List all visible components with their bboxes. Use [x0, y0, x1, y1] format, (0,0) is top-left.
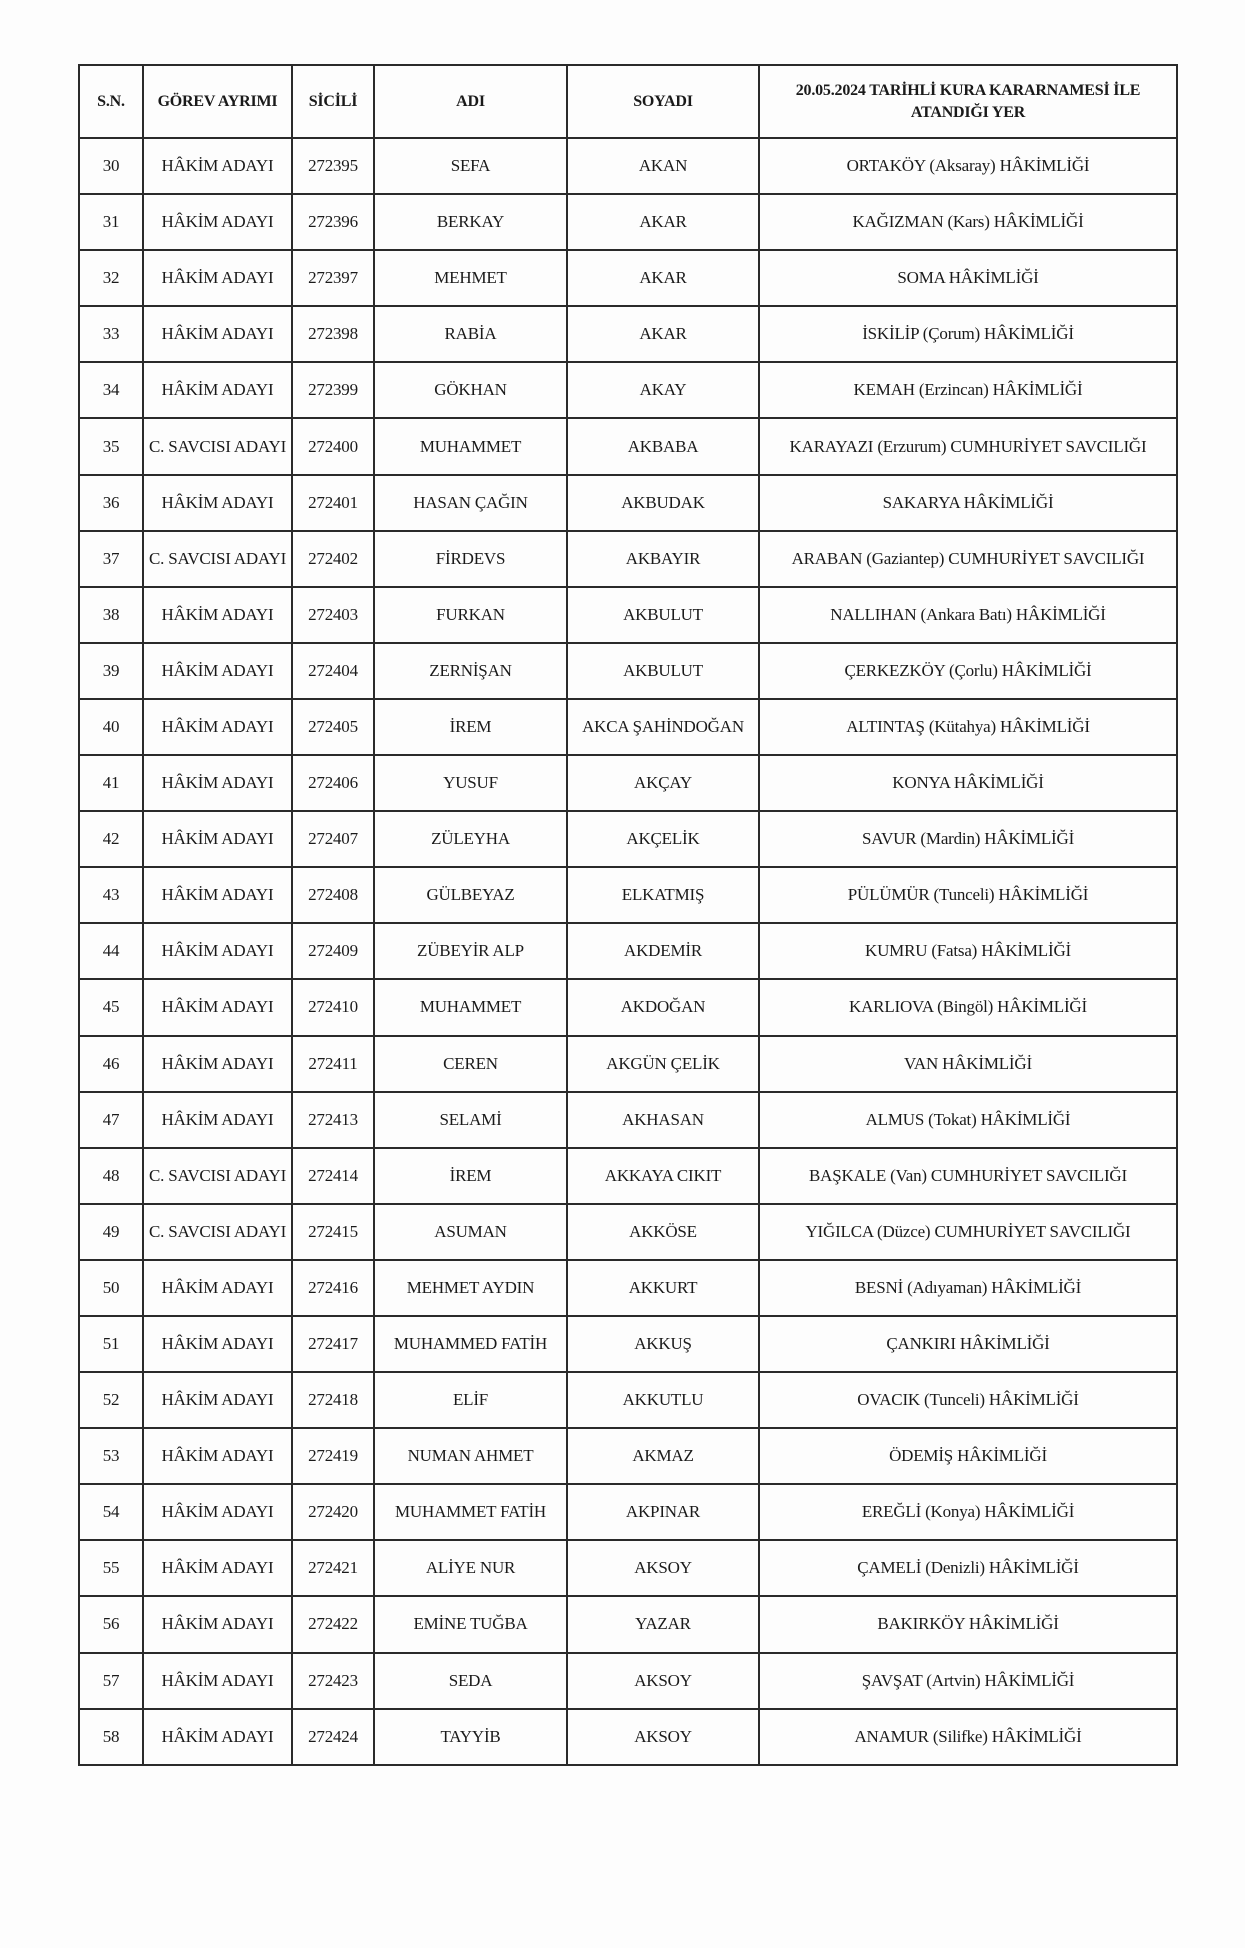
cell-sicil: 272406	[292, 755, 374, 811]
header-adi: ADI	[374, 65, 567, 138]
table-row	[79, 1316, 1177, 1372]
cell-gorev: HÂKİM ADAYI	[143, 979, 292, 1035]
cell-soyadi: YAZAR	[567, 1596, 759, 1652]
cell-sicil: 272413	[292, 1092, 374, 1148]
cell-sicil: 272404	[292, 643, 374, 699]
cell-sn: 46	[79, 1036, 143, 1092]
table-row	[79, 138, 1177, 194]
cell-adi: TAYYİB	[374, 1709, 567, 1765]
cell-sicil: 272401	[292, 475, 374, 531]
cell-sicil: 272417	[292, 1316, 374, 1372]
table-row	[79, 643, 1177, 699]
cell-soyadi: AKÇELİK	[567, 811, 759, 867]
cell-sicil: 272415	[292, 1204, 374, 1260]
cell-sicil: 272396	[292, 194, 374, 250]
cell-sicil: 272418	[292, 1372, 374, 1428]
table-row	[79, 811, 1177, 867]
cell-sicil: 272397	[292, 250, 374, 306]
cell-adi: GÜLBEYAZ	[374, 867, 567, 923]
cell-yer: BAKIRKÖY HÂKİMLİĞİ	[759, 1596, 1177, 1652]
cell-soyadi: AKBULUT	[567, 643, 759, 699]
cell-gorev: HÂKİM ADAYI	[143, 643, 292, 699]
cell-soyadi: AKGÜN ÇELİK	[567, 1036, 759, 1092]
cell-yer: PÜLÜMÜR (Tunceli) HÂKİMLİĞİ	[759, 867, 1177, 923]
cell-adi: MEHMET	[374, 250, 567, 306]
cell-sn: 49	[79, 1204, 143, 1260]
table-row	[79, 923, 1177, 979]
cell-adi: İREM	[374, 699, 567, 755]
table-row	[79, 755, 1177, 811]
cell-yer: ALMUS (Tokat) HÂKİMLİĞİ	[759, 1092, 1177, 1148]
cell-adi: ZERNİŞAN	[374, 643, 567, 699]
cell-soyadi: AKAN	[567, 138, 759, 194]
cell-adi: ASUMAN	[374, 1204, 567, 1260]
cell-soyadi: AKAY	[567, 362, 759, 418]
cell-adi: CEREN	[374, 1036, 567, 1092]
cell-yer: VAN HÂKİMLİĞİ	[759, 1036, 1177, 1092]
cell-yer: SAVUR (Mardin) HÂKİMLİĞİ	[759, 811, 1177, 867]
cell-sicil: 272411	[292, 1036, 374, 1092]
cell-sicil: 272395	[292, 138, 374, 194]
cell-sn: 53	[79, 1428, 143, 1484]
cell-sicil: 272409	[292, 923, 374, 979]
cell-adi: MUHAMMET	[374, 979, 567, 1035]
cell-gorev: HÂKİM ADAYI	[143, 306, 292, 362]
cell-sn: 47	[79, 1092, 143, 1148]
table-row	[79, 531, 1177, 587]
table-row	[79, 1204, 1177, 1260]
cell-adi: ZÜBEYİR ALP	[374, 923, 567, 979]
cell-adi: RABİA	[374, 306, 567, 362]
table-row	[79, 194, 1177, 250]
cell-gorev: HÂKİM ADAYI	[143, 250, 292, 306]
cell-gorev: HÂKİM ADAYI	[143, 1653, 292, 1709]
cell-sicil: 272419	[292, 1428, 374, 1484]
cell-gorev: HÂKİM ADAYI	[143, 1709, 292, 1765]
cell-sicil: 272408	[292, 867, 374, 923]
cell-yer: ARABAN (Gaziantep) CUMHURİYET SAVCILIĞI	[759, 531, 1177, 587]
cell-soyadi: AKPINAR	[567, 1484, 759, 1540]
cell-sn: 48	[79, 1148, 143, 1204]
cell-yer: BAŞKALE (Van) CUMHURİYET SAVCILIĞI	[759, 1148, 1177, 1204]
cell-soyadi: AKBULUT	[567, 587, 759, 643]
cell-soyadi: AKKUŞ	[567, 1316, 759, 1372]
table-row	[79, 1428, 1177, 1484]
table-row	[79, 1484, 1177, 1540]
assignment-table	[78, 64, 1178, 1766]
cell-sicil: 272407	[292, 811, 374, 867]
cell-gorev: HÂKİM ADAYI	[143, 811, 292, 867]
cell-adi: İREM	[374, 1148, 567, 1204]
cell-sn: 39	[79, 643, 143, 699]
cell-adi: SEFA	[374, 138, 567, 194]
cell-yer: KAĞIZMAN (Kars) HÂKİMLİĞİ	[759, 194, 1177, 250]
cell-sicil: 272422	[292, 1596, 374, 1652]
cell-soyadi: AKSOY	[567, 1540, 759, 1596]
table-header-row	[79, 65, 1177, 138]
cell-gorev: HÂKİM ADAYI	[143, 1540, 292, 1596]
table-row	[79, 1036, 1177, 1092]
cell-sn: 57	[79, 1653, 143, 1709]
cell-sn: 34	[79, 362, 143, 418]
cell-adi: SEDA	[374, 1653, 567, 1709]
cell-soyadi: AKKUTLU	[567, 1372, 759, 1428]
table-row	[79, 306, 1177, 362]
cell-sn: 31	[79, 194, 143, 250]
cell-gorev: HÂKİM ADAYI	[143, 1036, 292, 1092]
cell-soyadi: AKBUDAK	[567, 475, 759, 531]
cell-adi: ZÜLEYHA	[374, 811, 567, 867]
cell-adi: MEHMET AYDIN	[374, 1260, 567, 1316]
cell-sn: 44	[79, 923, 143, 979]
cell-adi: BERKAY	[374, 194, 567, 250]
cell-sn: 51	[79, 1316, 143, 1372]
cell-yer: KARAYAZI (Erzurum) CUMHURİYET SAVCILIĞI	[759, 418, 1177, 474]
cell-gorev: HÂKİM ADAYI	[143, 362, 292, 418]
cell-soyadi: AKKAYA CIKIT	[567, 1148, 759, 1204]
table-row	[79, 250, 1177, 306]
cell-soyadi: AKKURT	[567, 1260, 759, 1316]
cell-soyadi: ELKATMIŞ	[567, 867, 759, 923]
cell-adi: ELİF	[374, 1372, 567, 1428]
table-row	[79, 1372, 1177, 1428]
table-row	[79, 1540, 1177, 1596]
cell-gorev: HÂKİM ADAYI	[143, 1092, 292, 1148]
cell-gorev: HÂKİM ADAYI	[143, 699, 292, 755]
table-row	[79, 1653, 1177, 1709]
cell-sn: 40	[79, 699, 143, 755]
table-row	[79, 979, 1177, 1035]
header-yer: 20.05.2024 TARİHLİ KURA KARARNAMESİ İLE ATANDIĞI YER	[759, 65, 1177, 138]
cell-soyadi: AKAR	[567, 194, 759, 250]
cell-yer: EREĞLİ (Konya) HÂKİMLİĞİ	[759, 1484, 1177, 1540]
cell-sn: 50	[79, 1260, 143, 1316]
cell-gorev: HÂKİM ADAYI	[143, 1596, 292, 1652]
cell-adi: SELAMİ	[374, 1092, 567, 1148]
cell-soyadi: AKBAYIR	[567, 531, 759, 587]
cell-yer: KARLIOVA (Bingöl) HÂKİMLİĞİ	[759, 979, 1177, 1035]
cell-sicil: 272405	[292, 699, 374, 755]
table-row	[79, 1260, 1177, 1316]
cell-sn: 58	[79, 1709, 143, 1765]
cell-soyadi: AKAR	[567, 306, 759, 362]
cell-soyadi: AKDEMİR	[567, 923, 759, 979]
cell-yer: SOMA HÂKİMLİĞİ	[759, 250, 1177, 306]
cell-soyadi: AKMAZ	[567, 1428, 759, 1484]
cell-gorev: HÂKİM ADAYI	[143, 587, 292, 643]
cell-adi: HASAN ÇAĞIN	[374, 475, 567, 531]
cell-adi: ALİYE NUR	[374, 1540, 567, 1596]
cell-sn: 55	[79, 1540, 143, 1596]
cell-gorev: HÂKİM ADAYI	[143, 755, 292, 811]
cell-gorev: HÂKİM ADAYI	[143, 1372, 292, 1428]
table-row	[79, 418, 1177, 474]
cell-yer: BESNİ (Adıyaman) HÂKİMLİĞİ	[759, 1260, 1177, 1316]
header-gorev: GÖREV AYRIMI	[143, 65, 292, 138]
cell-sicil: 272420	[292, 1484, 374, 1540]
cell-adi: EMİNE TUĞBA	[374, 1596, 567, 1652]
cell-sicil: 272398	[292, 306, 374, 362]
cell-sicil: 272416	[292, 1260, 374, 1316]
cell-sn: 43	[79, 867, 143, 923]
cell-gorev: HÂKİM ADAYI	[143, 1316, 292, 1372]
cell-adi: FİRDEVS	[374, 531, 567, 587]
cell-sicil: 272399	[292, 362, 374, 418]
cell-yer: KUMRU (Fatsa) HÂKİMLİĞİ	[759, 923, 1177, 979]
cell-sn: 33	[79, 306, 143, 362]
cell-sn: 56	[79, 1596, 143, 1652]
table-row	[79, 1092, 1177, 1148]
cell-adi: MUHAMMET FATİH	[374, 1484, 567, 1540]
cell-adi: MUHAMMED FATİH	[374, 1316, 567, 1372]
cell-sn: 45	[79, 979, 143, 1035]
cell-gorev: C. SAVCISI ADAYI	[143, 1148, 292, 1204]
cell-soyadi: AKSOY	[567, 1653, 759, 1709]
header-soyadi: SOYADI	[567, 65, 759, 138]
cell-sn: 35	[79, 418, 143, 474]
cell-soyadi: AKDOĞAN	[567, 979, 759, 1035]
cell-soyadi: AKBABA	[567, 418, 759, 474]
cell-yer: ORTAKÖY (Aksaray) HÂKİMLİĞİ	[759, 138, 1177, 194]
cell-gorev: HÂKİM ADAYI	[143, 1428, 292, 1484]
cell-sn: 38	[79, 587, 143, 643]
table-body	[79, 138, 1177, 1765]
cell-gorev: HÂKİM ADAYI	[143, 923, 292, 979]
cell-sn: 32	[79, 250, 143, 306]
cell-sn: 54	[79, 1484, 143, 1540]
cell-sn: 37	[79, 531, 143, 587]
cell-sn: 52	[79, 1372, 143, 1428]
cell-soyadi: AKSOY	[567, 1709, 759, 1765]
cell-adi: YUSUF	[374, 755, 567, 811]
cell-soyadi: AKAR	[567, 250, 759, 306]
cell-adi: FURKAN	[374, 587, 567, 643]
cell-gorev: C. SAVCISI ADAYI	[143, 531, 292, 587]
cell-gorev: HÂKİM ADAYI	[143, 867, 292, 923]
cell-sicil: 272400	[292, 418, 374, 474]
cell-gorev: HÂKİM ADAYI	[143, 194, 292, 250]
cell-soyadi: AKÇAY	[567, 755, 759, 811]
cell-gorev: C. SAVCISI ADAYI	[143, 418, 292, 474]
cell-yer: KEMAH (Erzincan) HÂKİMLİĞİ	[759, 362, 1177, 418]
table-row	[79, 587, 1177, 643]
cell-adi: MUHAMMET	[374, 418, 567, 474]
cell-gorev: HÂKİM ADAYI	[143, 475, 292, 531]
cell-sn: 42	[79, 811, 143, 867]
cell-soyadi: AKHASAN	[567, 1092, 759, 1148]
cell-yer: ANAMUR (Silifke) HÂKİMLİĞİ	[759, 1709, 1177, 1765]
cell-yer: OVACIK (Tunceli) HÂKİMLİĞİ	[759, 1372, 1177, 1428]
cell-sicil: 272403	[292, 587, 374, 643]
cell-yer: ALTINTAŞ (Kütahya) HÂKİMLİĞİ	[759, 699, 1177, 755]
header-sn: S.N.	[79, 65, 143, 138]
cell-gorev: HÂKİM ADAYI	[143, 138, 292, 194]
cell-gorev: HÂKİM ADAYI	[143, 1484, 292, 1540]
cell-yer: NALLIHAN (Ankara Batı) HÂKİMLİĞİ	[759, 587, 1177, 643]
cell-gorev: HÂKİM ADAYI	[143, 1260, 292, 1316]
cell-sicil: 272424	[292, 1709, 374, 1765]
table-row	[79, 362, 1177, 418]
cell-sicil: 272423	[292, 1653, 374, 1709]
cell-yer: ÇAMELİ (Denizli) HÂKİMLİĞİ	[759, 1540, 1177, 1596]
table-row	[79, 867, 1177, 923]
cell-sn: 30	[79, 138, 143, 194]
table-row	[79, 475, 1177, 531]
table-row	[79, 1596, 1177, 1652]
cell-yer: ÖDEMİŞ HÂKİMLİĞİ	[759, 1428, 1177, 1484]
header-sicil: SİCİLİ	[292, 65, 374, 138]
cell-yer: ŞAVŞAT (Artvin) HÂKİMLİĞİ	[759, 1653, 1177, 1709]
table-row	[79, 1709, 1177, 1765]
cell-adi: GÖKHAN	[374, 362, 567, 418]
table-row	[79, 699, 1177, 755]
cell-yer: KONYA HÂKİMLİĞİ	[759, 755, 1177, 811]
cell-yer: ÇERKEZKÖY (Çorlu) HÂKİMLİĞİ	[759, 643, 1177, 699]
cell-sn: 36	[79, 475, 143, 531]
cell-sicil: 272402	[292, 531, 374, 587]
cell-sicil: 272414	[292, 1148, 374, 1204]
cell-gorev: C. SAVCISI ADAYI	[143, 1204, 292, 1260]
cell-sicil: 272421	[292, 1540, 374, 1596]
cell-sn: 41	[79, 755, 143, 811]
cell-soyadi: AKKÖSE	[567, 1204, 759, 1260]
cell-yer: YIĞILCA (Düzce) CUMHURİYET SAVCILIĞI	[759, 1204, 1177, 1260]
cell-yer: SAKARYA HÂKİMLİĞİ	[759, 475, 1177, 531]
cell-yer: İSKİLİP (Çorum) HÂKİMLİĞİ	[759, 306, 1177, 362]
cell-sicil: 272410	[292, 979, 374, 1035]
table-row	[79, 1148, 1177, 1204]
cell-soyadi: AKCA ŞAHİNDOĞAN	[567, 699, 759, 755]
cell-adi: NUMAN AHMET	[374, 1428, 567, 1484]
cell-yer: ÇANKIRI HÂKİMLİĞİ	[759, 1316, 1177, 1372]
